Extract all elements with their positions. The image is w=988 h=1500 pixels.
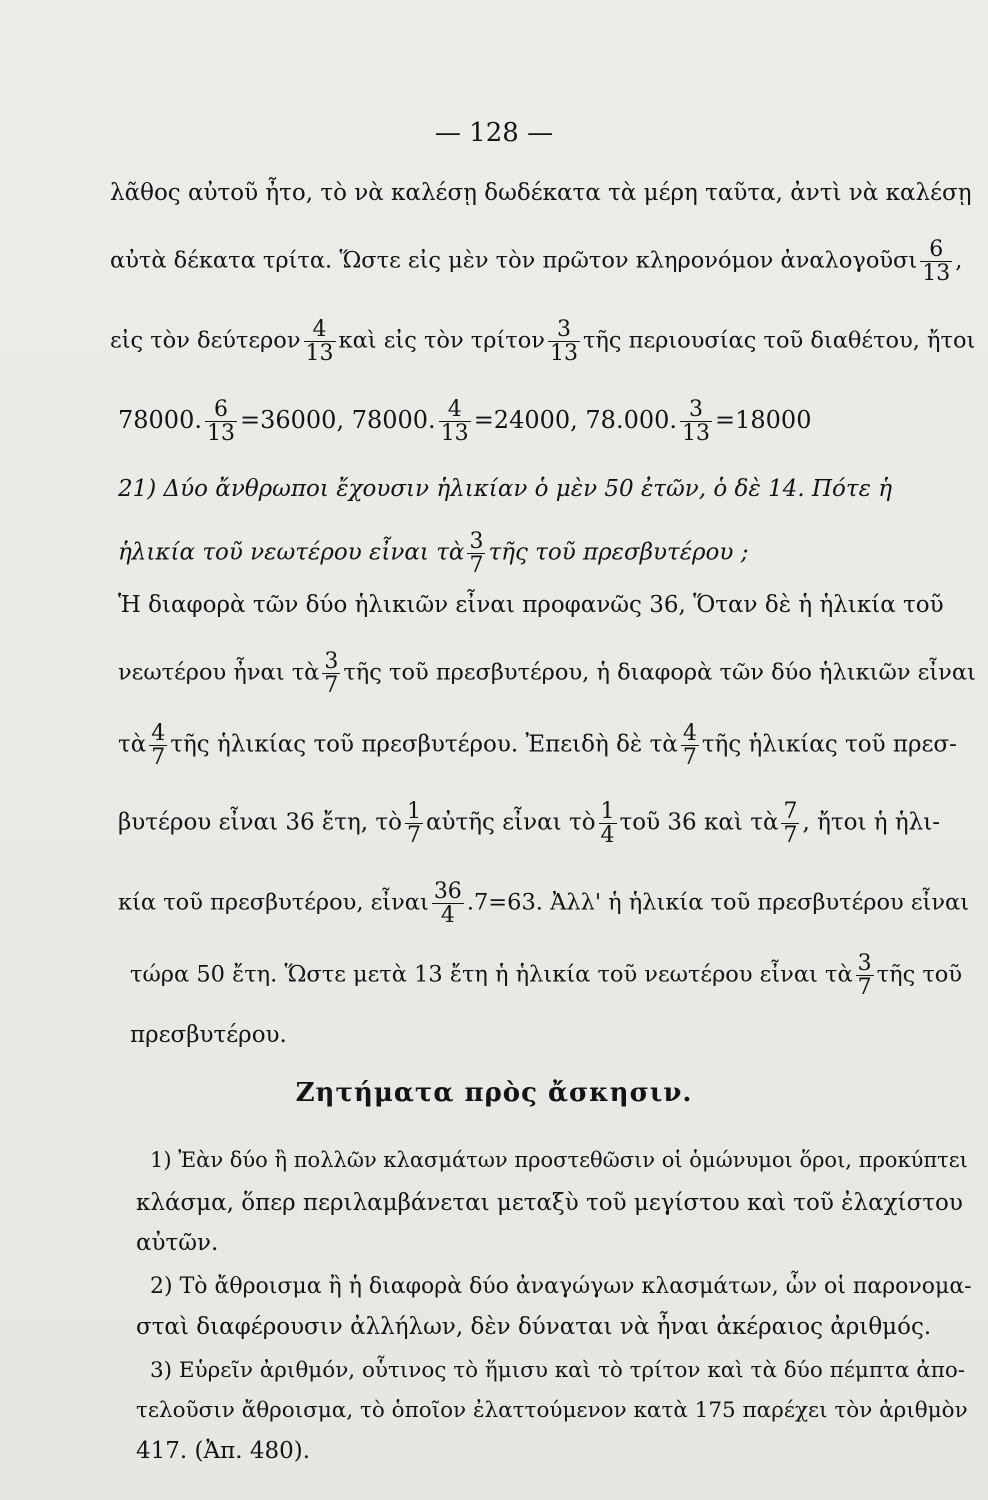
fraction-1-4 xyxy=(599,800,617,847)
equation-segment: 78000. xyxy=(118,406,202,435)
text-segment: ἡλικία τοῦ νεωτέρου εἶναι τὰ xyxy=(118,539,465,566)
fraction-4-13 xyxy=(304,318,336,365)
text-segment: τῆς τοῦ πρεσβυτέρου, ἡ διαφορὰ τῶν δύο ἡλικιῶν εἶναι xyxy=(343,659,976,686)
solution-line-5 xyxy=(118,880,969,927)
numerator: 6 xyxy=(213,397,228,422)
text-segment: κία τοῦ πρεσβυτέρου, εἶναι xyxy=(118,889,429,916)
denominator: 7 xyxy=(469,553,484,579)
fraction-1-7 xyxy=(405,800,423,847)
text-segment: τῆς τοῦ xyxy=(876,961,962,988)
fraction-3-13 xyxy=(548,318,580,365)
fraction-4-13 xyxy=(439,398,471,445)
denominator: 7 xyxy=(682,745,697,771)
equation-segment: =24000, 78.000. xyxy=(473,406,678,435)
numerator: 6 xyxy=(929,237,944,262)
fraction-3-13 xyxy=(680,398,712,445)
text-segment: τῆς ἡλικίας τοῦ πρεσ- xyxy=(701,731,957,758)
exercise-1-line-1: 1) Ἐὰν δύο ἢ πολλῶν κλασμάτων προστεθῶσιν οἱ ὁμώνυμοι ὅροι, προκύπτει xyxy=(150,1148,968,1172)
text-segment: τῆς ἡλικίας τοῦ πρεσβυτέρου. Ἐπειδὴ δὲ τὰ xyxy=(170,731,678,758)
denominator: 13 xyxy=(206,421,235,447)
exercise-3-line-3: 417. (Ἀπ. 480). xyxy=(136,1438,311,1464)
exercise-1-line-3: αὐτῶν. xyxy=(136,1230,219,1256)
text-segment: τῆς περιουσίας τοῦ διαθέτου, ἤτοι xyxy=(582,327,976,354)
numerator: 1 xyxy=(600,799,615,824)
exercise-2-line-2: σταὶ διαφέρουσιν ἀλλήλων, δὲν δύναται νὰ ἦναι ἀκέραιος ἀριθμός. xyxy=(136,1314,932,1340)
numerator: 1 xyxy=(406,799,421,824)
equation-segment: =18000 xyxy=(715,406,812,435)
text-segment: νεωτέρου ἦναι τὰ xyxy=(118,659,320,686)
numerator: 3 xyxy=(556,317,571,342)
text-line-1: λᾶθος αὐτοῦ ἦτο, τὸ νὰ καλέσῃ δωδέκατα τὰ μέρη ταῦτα, ἀντὶ νὰ καλέσῃ xyxy=(110,180,972,206)
numerator: 4 xyxy=(151,721,166,746)
denominator: 7 xyxy=(406,823,421,849)
denominator: 13 xyxy=(549,341,578,367)
fraction-7-7 xyxy=(781,800,799,847)
denominator: 4 xyxy=(432,903,464,927)
text-segment: τώρα 50 ἔτη. Ὥστε μετὰ 13 ἔτη ἡ ἡλικία τοῦ νεωτέρου εἶναι τὰ xyxy=(130,961,853,988)
section-heading: Ζητήματα πρὸς ἄσκησιν. xyxy=(295,1078,693,1108)
denominator: 4 xyxy=(600,823,615,849)
equation-segment: =36000, 78000. xyxy=(239,406,436,435)
fraction-36-4 xyxy=(432,880,464,927)
denominator: 13 xyxy=(305,341,334,367)
fraction-3-7 xyxy=(322,650,340,697)
numerator: 3 xyxy=(857,951,872,976)
exercise-1-line-2: κλάσμα, ὅπερ περιλαμβάνεται μεταξὺ τοῦ μεγίστου καὶ τοῦ ἐλαχίστου xyxy=(136,1190,963,1216)
exercise-3-line-1: 3) Εὑρεῖν ἀριθμόν, οὗτινος τὸ ἥμισυ καὶ τὸ τρίτον καὶ τὰ δύο πέμπτα ἀπο- xyxy=(150,1358,966,1383)
text-segment: , ἤτοι ἡ ἡλι- xyxy=(802,809,941,836)
denominator: 7 xyxy=(857,975,872,1001)
exercise-2-line-1: 2) Τὸ ἄθροισμα ἢ ἡ διαφορὰ δύο ἀναγώγων κλασμάτων, ὧν οἱ παρονομα- xyxy=(150,1274,972,1299)
solution-line-3 xyxy=(118,722,957,769)
fraction-3-7 xyxy=(467,530,485,577)
denominator: 7 xyxy=(324,673,339,699)
numerator: 3 xyxy=(469,529,484,554)
text-segment: βυτέρου εἶναι 36 ἔτη, τὸ xyxy=(118,809,402,836)
text-segment: τοῦ 36 καὶ τὰ xyxy=(619,809,779,836)
fraction-4-7 xyxy=(149,722,167,769)
fraction-6-13 xyxy=(920,238,952,285)
text-line-2: αὐτὰ δέκατα τρίτα. Ὥστε εἰς μὲν τὸν πρῶτον κληρονόμον ἀναλογοῦσι $\frac{6}{13}$ , xyxy=(110,237,963,287)
fraction-6-13 xyxy=(205,398,237,445)
denominator: 13 xyxy=(922,261,951,287)
solution-line-6 xyxy=(130,952,962,999)
text-segment: τὰ xyxy=(118,731,147,758)
solution-line-2 xyxy=(118,650,976,697)
solution-line-4 xyxy=(118,800,940,847)
text-line-3 xyxy=(110,318,975,365)
text-segment: αὐτῆς εἶναι τὸ xyxy=(425,809,596,836)
denominator: 13 xyxy=(440,421,469,447)
exercise-3-line-2: τελοῦσιν ἄθροισμα, τὸ ὁποῖον ἐλαττούμενον κατὰ 175 παρέχει τὸν ἀριθμὸν xyxy=(136,1398,968,1423)
solution-line-1: Ἡ διαφορὰ τῶν δύο ἡλικιῶν εἶναι προφανῶς 36, Ὅταν δὲ ἡ ἡλικία τοῦ xyxy=(118,592,944,618)
solution-line-7: πρεσβυτέρου. xyxy=(130,1022,287,1048)
numerator: 4 xyxy=(682,721,697,746)
numerator: 3 xyxy=(324,649,339,674)
equation-line xyxy=(118,398,811,445)
numerator: 4 xyxy=(447,397,462,422)
text-segment: .7=63. Ἀλλ' ἡ ἡλικία τοῦ πρεσβυτέρου εἶναι xyxy=(466,889,970,916)
text-segment: αὐτὰ δέκατα τρίτα. Ὥστε εἰς μὲν τὸν πρῶτον κληρονόμον ἀναλογοῦσι xyxy=(110,247,918,274)
problem-21-line-2 xyxy=(118,530,748,577)
numerator: 36 xyxy=(433,879,462,904)
fraction-3-7 xyxy=(856,952,874,999)
numerator: 4 xyxy=(312,317,327,342)
numerator: 3 xyxy=(689,397,704,422)
denominator: 7 xyxy=(151,745,166,771)
fraction-4-7 xyxy=(681,722,699,769)
text-segment: εἰς τὸν δεύτερον xyxy=(110,327,301,354)
denominator: 13 xyxy=(682,421,711,447)
problem-21-line-1: 21) Δύο ἄνθρωποι ἔχουσιν ἡλικίαν ὁ μὲν 50 ἐτῶν, ὁ δὲ 14. Πότε ἡ xyxy=(118,476,893,502)
denominator: 7 xyxy=(783,823,798,849)
page-number: — 128 — xyxy=(434,118,554,148)
numerator: 7 xyxy=(783,799,798,824)
text-segment: καὶ εἰς τὸν τρίτον xyxy=(338,327,545,354)
text-segment: τῆς τοῦ πρεσβυτέρου ; xyxy=(488,539,749,566)
